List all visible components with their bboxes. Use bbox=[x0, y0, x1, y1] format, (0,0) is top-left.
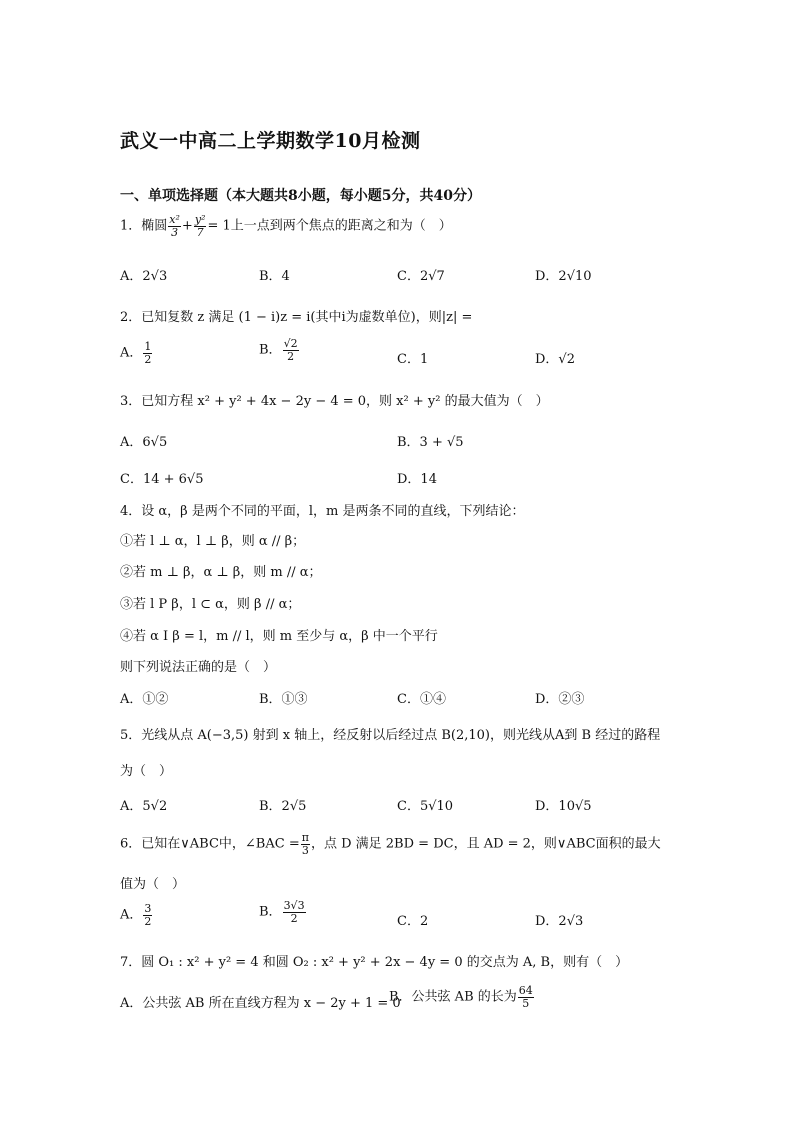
question-6 bbox=[120, 832, 661, 856]
fraction-numerator: 3 bbox=[144, 902, 152, 915]
question-2: 2．已知复数 z 满足 (1 − i)z = i(其中i为虚数单位)，则|z| = bbox=[120, 310, 473, 325]
question-6-pre: 6．已知在∨ABC中，∠BAC = bbox=[120, 836, 300, 852]
fraction-numerator: 1 bbox=[144, 340, 152, 353]
question-3-option-a: A．6√5 bbox=[120, 435, 168, 450]
fraction-denominator: 2 bbox=[287, 349, 295, 363]
fraction-numerator: 3√3 bbox=[283, 899, 305, 912]
question-4-option-c: C．①④ bbox=[397, 692, 446, 707]
fraction-denominator: 3 bbox=[301, 843, 309, 857]
fraction-numerator: π bbox=[301, 831, 309, 844]
question-6-continuation: 值为（ ） bbox=[120, 877, 186, 892]
fraction-numerator: y² bbox=[194, 213, 206, 226]
option-label: B．公共弦 AB 的长为 bbox=[389, 989, 517, 1005]
question-6-option-a bbox=[120, 903, 153, 927]
question-6-option-b bbox=[259, 900, 307, 924]
fraction bbox=[518, 985, 534, 1009]
question-5-option-c: C．5√10 bbox=[397, 799, 454, 814]
fraction-denominator: 2 bbox=[144, 914, 152, 928]
fraction bbox=[283, 338, 299, 362]
question-1-post: = 1上一点到两个焦点的距离之和为（ ） bbox=[207, 218, 452, 234]
question-3-option-b: B．3 + √5 bbox=[397, 435, 464, 450]
question-5: 5．光线从点 A(−3,5) 射到 x 轴上，经反射以后经过点 B(2,10)，则光线从A到 B 经过的路程 bbox=[120, 728, 661, 743]
option-label: A． bbox=[120, 907, 143, 923]
fraction bbox=[283, 900, 306, 924]
plus-sign: + bbox=[181, 218, 193, 234]
question-5-option-a: A．5√2 bbox=[120, 799, 168, 814]
question-6-option-d: D．2√3 bbox=[535, 914, 584, 929]
fraction-denominator: 7 bbox=[196, 225, 204, 239]
question-1-option-d: D．2√10 bbox=[535, 269, 592, 284]
question-6-option-c: C．2 bbox=[397, 914, 429, 929]
question-2-option-d: D．√2 bbox=[535, 352, 575, 367]
question-1-option-a: A．2√3 bbox=[120, 269, 168, 284]
question-3: 3．已知方程 x² + y² + 4x − 2y − 4 = 0，则 x² + y² 的最大值为（ ） bbox=[120, 394, 549, 409]
option-label: A． bbox=[120, 345, 143, 361]
question-4-statement-2: ②若 m ⊥ β，α ⊥ β，则 m // α； bbox=[120, 565, 322, 580]
question-3-option-d: D．14 bbox=[397, 472, 437, 487]
fraction bbox=[143, 903, 152, 927]
question-7-option-b bbox=[389, 985, 535, 1009]
fraction-numerator: x² bbox=[169, 213, 180, 226]
question-2-option-c: C．1 bbox=[397, 352, 429, 367]
question-4-statement-4: ④若 α I β = l，m // l，则 m 至少与 α，β 中一个平行 bbox=[120, 629, 438, 644]
question-1-option-c: C．2√7 bbox=[397, 269, 445, 284]
question-4-option-a: A．①② bbox=[120, 692, 169, 707]
section-heading: 一、单项选择题（本大题共8小题，每小题5分，共40分） bbox=[120, 188, 481, 204]
fraction-denominator: 5 bbox=[522, 996, 530, 1010]
fraction-numerator: √2 bbox=[283, 337, 298, 350]
option-label: B． bbox=[259, 904, 282, 920]
question-2-option-a bbox=[120, 341, 153, 365]
question-5-option-d: D．10√5 bbox=[535, 799, 592, 814]
option-label: B． bbox=[259, 342, 282, 358]
question-6-fraction bbox=[301, 832, 310, 856]
question-6-post: ，点 D 满足 2BD = DC，且 AD = 2，则∨ABC面积的最大 bbox=[310, 836, 661, 852]
question-7-option-a: A．公共弦 AB 所在直线方程为 x − 2y + 1 = 0 bbox=[120, 996, 401, 1011]
fraction-denominator: 2 bbox=[144, 352, 152, 366]
question-7: 7．圆 O₁ : x² + y² = 4 和圆 O₂ : x² + y² + 2x − 4y = 0 的交点为 A, B，则有（ ） bbox=[120, 955, 629, 970]
question-3-option-c: C．14 + 6√5 bbox=[120, 472, 204, 487]
question-4-option-b: B．①③ bbox=[259, 692, 308, 707]
question-1-option-b: B．4 bbox=[259, 269, 290, 284]
question-1-fraction-x bbox=[168, 214, 181, 238]
question-4-statement-1: ①若 l ⊥ α，l ⊥ β，则 α // β； bbox=[120, 534, 306, 549]
fraction-denominator: 3 bbox=[171, 225, 179, 239]
question-5-option-b: B．2√5 bbox=[259, 799, 307, 814]
question-4-prompt: 则下列说法正确的是（ ） bbox=[120, 660, 277, 675]
page-title: 武义一中高二上学期数学10月检测 bbox=[120, 130, 421, 152]
question-4: 4．设 α，β 是两个不同的平面，l，m 是两条不同的直线，下列结论： bbox=[120, 504, 525, 519]
question-4-option-d: D．②③ bbox=[535, 692, 585, 707]
question-1-pre: 1．椭圆 bbox=[120, 218, 168, 234]
question-2-option-b bbox=[259, 338, 300, 362]
fraction-numerator: 64 bbox=[518, 984, 533, 997]
question-1-fraction-y bbox=[194, 214, 207, 238]
fraction bbox=[143, 341, 152, 365]
question-1 bbox=[120, 214, 452, 238]
fraction-denominator: 2 bbox=[290, 911, 298, 925]
question-5-continuation: 为（ ） bbox=[120, 764, 173, 779]
question-4-statement-3: ③若 l P β，l ⊂ α，则 β // α； bbox=[120, 597, 301, 612]
